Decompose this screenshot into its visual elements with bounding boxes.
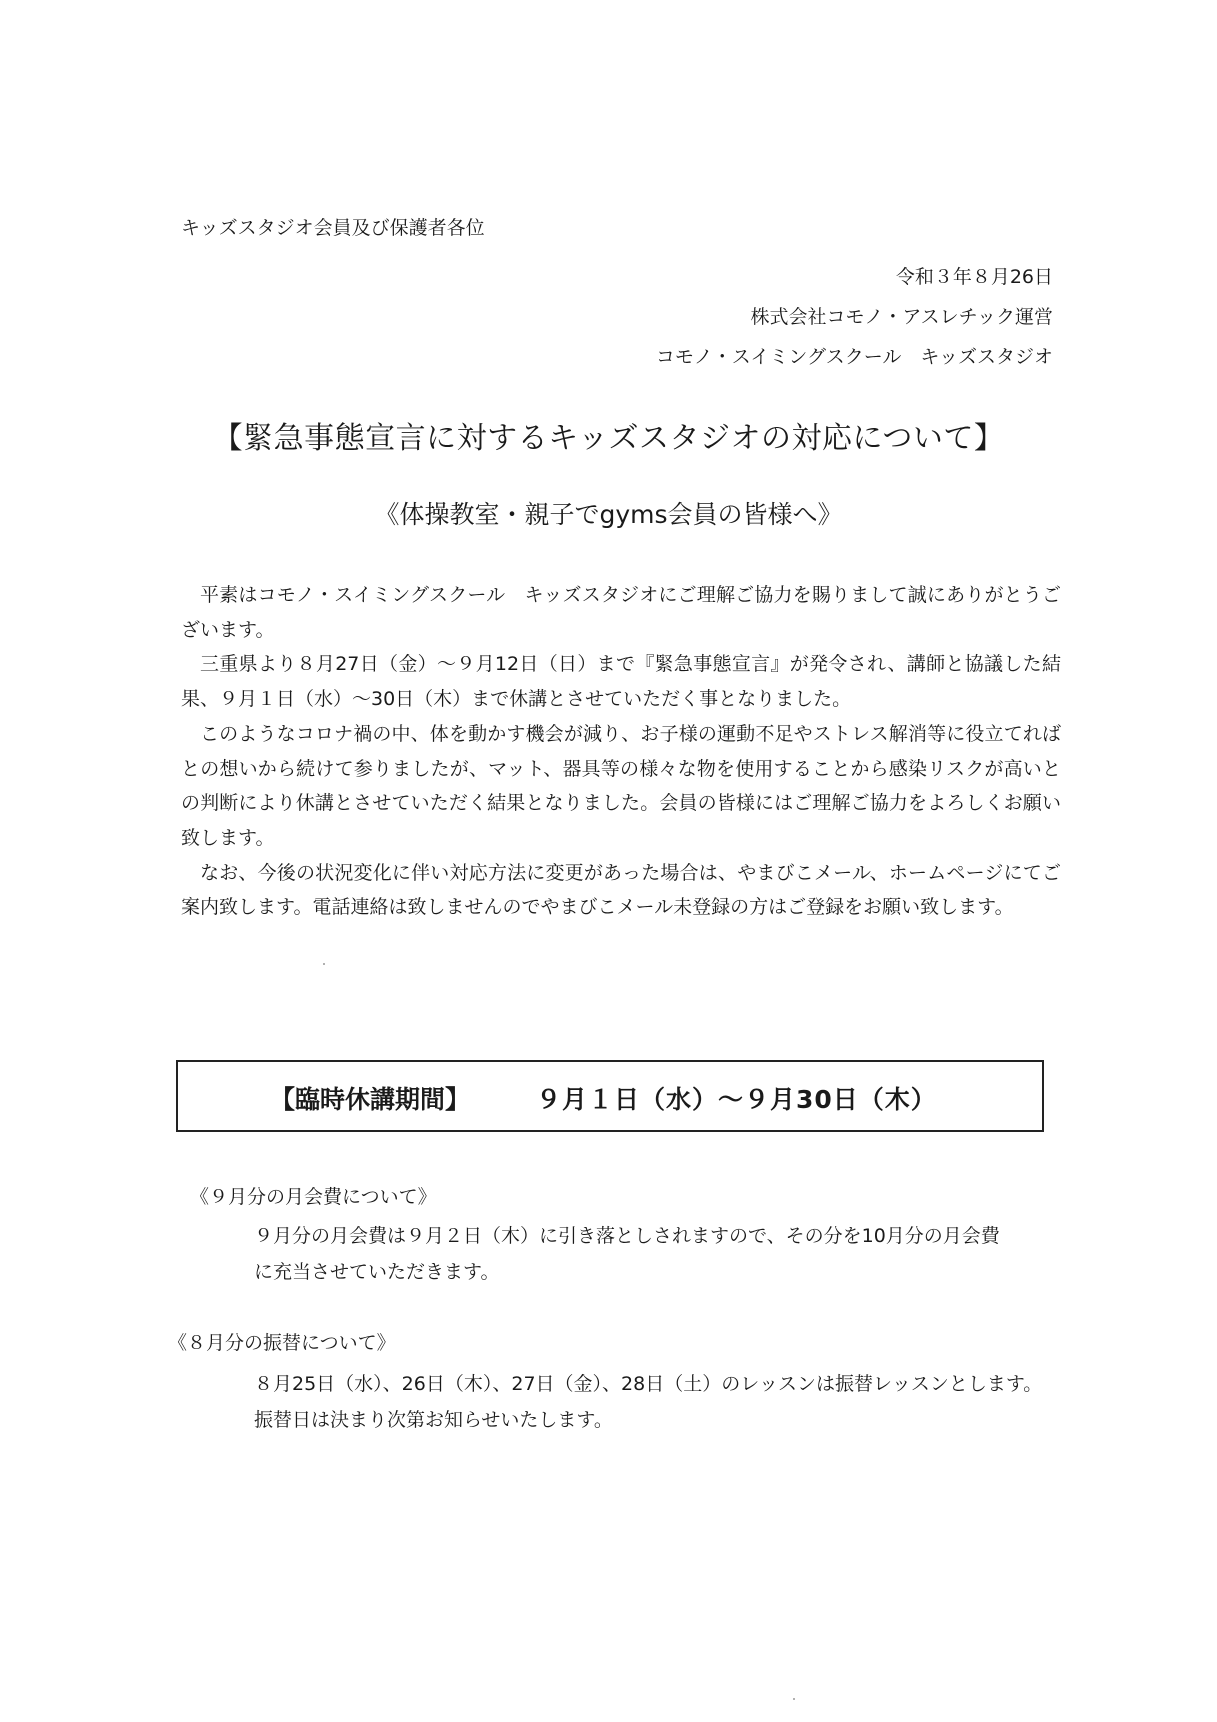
- body-paragraph-notice: なお、今後の状況変化に伴い対応方法に変更があった場合は、やまびこメール、ホームページにてご案内致します。電話連絡は致しませんのでやまびこメール未登録の方はご登録をお願い致します。: [181, 861, 1061, 919]
- school-name: コモノ・スイミングスクール キッズスタジオ: [655, 346, 1053, 368]
- document-title: 【緊急事態宣言に対するキッズスタジオの対応について】: [212, 421, 1005, 456]
- sender-block: [656, 257, 1053, 377]
- issue-date: 令和３年８月26日: [895, 266, 1053, 288]
- body-paragraph-greeting: 平素はコモノ・スイミングスクール キッズスタジオにご理解ご協力を賜りまして誠にありがとうございます。: [181, 584, 1061, 641]
- scan-speck: [323, 963, 325, 965]
- body-paragraph-declaration: 三重県より８月27日（金）～９月12日（日）まで『緊急事態宣言』が発令され、講師と協議した結果、９月１日（水）～30日（木）まで休講とさせていただく事となりました。: [181, 653, 1061, 711]
- addressee: キッズスタジオ会員及び保護者各位: [181, 217, 485, 239]
- closure-period-dates: ９月１日（水）～９月30日（木）: [536, 1085, 937, 1114]
- scan-speck: [793, 1698, 795, 1700]
- fee-section-line: に充当させていただきます。: [254, 1261, 500, 1283]
- transfer-section-heading: 《８月分の振替について》: [168, 1332, 396, 1354]
- fee-section-heading: 《９月分の月会費について》: [190, 1186, 437, 1208]
- transfer-section-line: 振替日は決まり次第お知らせいたします。: [254, 1409, 613, 1431]
- body-paragraph-reason: このようなコロナ禍の中、体を動かす機会が減り、お子様の運動不足やストレス解消等に役立てればとの想いから続けて参りましたが、マット、器具等の様々な物を使用することから感染リスクが高いとの判断により休講とさせていただく結果となりました。会員の皆様にはご理解ご協力をよろしくお願い致します。: [181, 722, 1061, 849]
- organization-name: 株式会社コモノ・アスレチック運営: [750, 306, 1053, 328]
- body-text: [181, 578, 1061, 925]
- fee-section-line: ９月分の月会費は９月２日（木）に引き落としされますので、その分を10月分の月会費: [254, 1225, 1000, 1247]
- fee-section-body: [254, 1218, 1000, 1290]
- document-subtitle: 《体操教室・親子でgyms会員の皆様へ》: [374, 500, 843, 529]
- transfer-section-line: ８月25日（水）、26日（木）、27日（金）、28日（土）のレッスンは振替レッスンとします。: [254, 1373, 1043, 1395]
- transfer-section-body: [254, 1366, 1042, 1438]
- closure-period-label: 【臨時休講期間】: [270, 1085, 471, 1114]
- closure-period-box: [176, 1060, 1044, 1132]
